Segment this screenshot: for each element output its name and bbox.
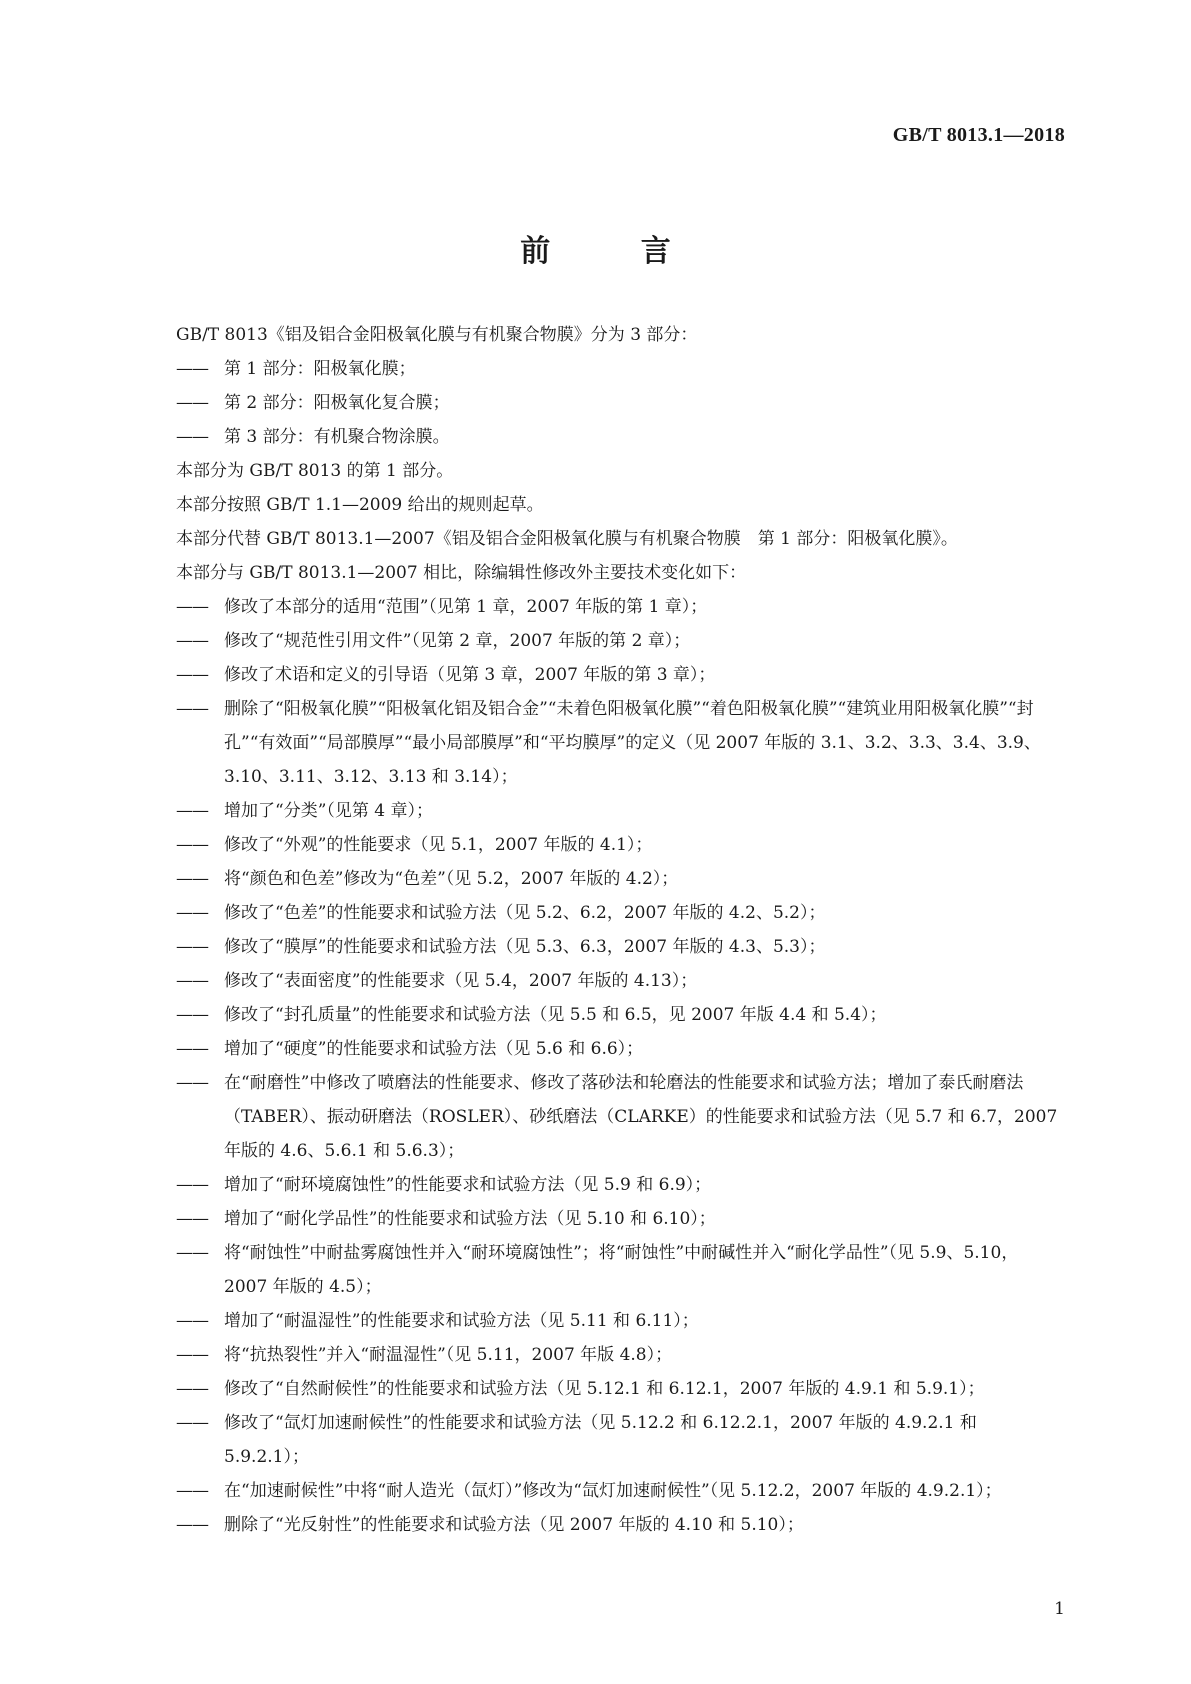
dash-marker: —— xyxy=(176,1311,208,1331)
document-body xyxy=(128,318,1058,1542)
list-item-text: 将“抗热裂性”并入“耐温湿性”（见 5.11，2007 年版 4.8）； xyxy=(224,1345,673,1365)
list-item xyxy=(128,1372,1058,1406)
dash-marker: —— xyxy=(176,937,208,957)
list-item-text: 增加了“硬度”的性能要求和试验方法（见 5.6 和 6.6）； xyxy=(224,1039,644,1059)
list-item xyxy=(128,1338,1058,1372)
list-item xyxy=(128,862,1058,896)
intro-paragraph: GB/T 8013《铝及铝合金阳极氧化膜与有机聚合物膜》分为 3 部分： xyxy=(176,325,698,345)
list-item-text: 修改了“规范性引用文件”（见第 2 章，2007 年版的第 2 章）； xyxy=(224,631,691,651)
dash-marker: —— xyxy=(176,359,208,379)
dash-marker: —— xyxy=(176,1005,208,1025)
list-item xyxy=(128,1406,1058,1474)
list-item-text: 增加了“耐化学品性”的性能要求和试验方法（见 5.10 和 6.10）； xyxy=(224,1209,716,1229)
dash-marker: —— xyxy=(176,801,208,821)
dash-marker: —— xyxy=(176,903,208,923)
list-item-text: 修改了“自然耐候性”的性能要求和试验方法（见 5.12.1 和 6.12.1，2007 年版的 4.9.1 和 5.9.1）； xyxy=(224,1379,985,1399)
list-item-text: 删除了“光反射性”的性能要求和试验方法（见 2007 年版的 4.10 和 5.10）； xyxy=(224,1515,804,1535)
dash-marker: —— xyxy=(176,1243,208,1263)
dash-marker: —— xyxy=(176,971,208,991)
dash-marker: —— xyxy=(176,631,208,651)
list-item-text: 在“加速耐候性”中将“耐人造光（氙灯）”修改为“氙灯加速耐候性”（见 5.12.2，2007 年版的 4.9.2.1）； xyxy=(224,1481,1002,1501)
body-paragraph: 本部分代替 GB/T 8013.1—2007《铝及铝合金阳极氧化膜与有机聚合物膜 第 1 部分：阳极氧化膜》。 xyxy=(176,529,958,549)
dash-marker: —— xyxy=(176,1073,208,1093)
list-item xyxy=(128,794,1058,828)
list-item xyxy=(128,386,1058,420)
list-item xyxy=(128,1202,1058,1236)
list-item-text: 将“耐蚀性”中耐盐雾腐蚀性并入“耐环境腐蚀性”；将“耐蚀性”中耐碱性并入“耐化学品性”（见 5.9、5.10，2007 年版的 4.5）； xyxy=(224,1243,1019,1297)
list-item xyxy=(128,1168,1058,1202)
standard-code: GB/T 8013.1—2018 xyxy=(892,124,1065,146)
list-item xyxy=(128,998,1058,1032)
list-item-text: 修改了“表面密度”的性能要求（见 5.4，2007 年版的 4.13）； xyxy=(224,971,698,991)
list-item-text: 增加了“耐环境腐蚀性”的性能要求和试验方法（见 5.9 和 6.9）； xyxy=(224,1175,712,1195)
dash-marker: —— xyxy=(176,665,208,685)
list-item xyxy=(128,1032,1058,1066)
dash-marker: —— xyxy=(176,597,208,617)
dash-marker: —— xyxy=(176,393,208,413)
list-item-text: 第 1 部分：阳极氧化膜； xyxy=(224,359,416,379)
list-item-text: 将“颜色和色差”修改为“色差”（见 5.2，2007 年版的 4.2）； xyxy=(224,869,679,889)
list-item xyxy=(128,930,1058,964)
list-item xyxy=(128,1474,1058,1508)
list-item xyxy=(128,896,1058,930)
list-item-text: 修改了“色差”的性能要求和试验方法（见 5.2、6.2，2007 年版的 4.2、5.2）； xyxy=(224,903,826,923)
dash-marker: —— xyxy=(176,1481,208,1501)
list-item-text: 修改了“氙灯加速耐候性”的性能要求和试验方法（见 5.12.2 和 6.12.2.1，2007 年版的 4.9.2.1 和 5.9.2.1）； xyxy=(224,1413,977,1467)
list-item-text: 修改了“膜厚”的性能要求和试验方法（见 5.3、6.3，2007 年版的 4.3、5.3）； xyxy=(224,937,826,957)
dash-marker: —— xyxy=(176,835,208,855)
list-item-text: 增加了“耐温湿性”的性能要求和试验方法（见 5.11 和 6.11）； xyxy=(224,1311,699,1331)
list-item xyxy=(128,828,1058,862)
list-item-text: 修改了“封孔质量”的性能要求和试验方法（见 5.5 和 6.5，见 2007 年版 4.4 和 5.4）； xyxy=(224,1005,887,1025)
page-title: 前 言 xyxy=(520,234,711,269)
list-item-text: 修改了本部分的适用“范围”（见第 1 章，2007 年版的第 1 章）； xyxy=(224,597,708,617)
dash-marker: —— xyxy=(176,1413,208,1433)
list-item-text: 修改了术语和定义的引导语（见第 3 章，2007 年版的第 3 章）； xyxy=(224,665,716,685)
list-item-text: 在“耐磨性”中修改了喷磨法的性能要求、修改了落砂法和轮磨法的性能要求和试验方法；增加了泰氏耐磨法（TABER）、振动研磨法（ROSLER）、砂纸磨法（CLARKE）的性能要求和试验方法（见 5.7 和 6.7，2007 年版的 4.6、5.6.1 和 5.6.3）； xyxy=(224,1073,1058,1161)
list-item xyxy=(128,1236,1058,1304)
list-item xyxy=(128,1508,1058,1542)
dash-marker: —— xyxy=(176,699,208,719)
list-item-text: 增加了“分类”（见第 4 章）； xyxy=(224,801,434,821)
dash-marker: —— xyxy=(176,1379,208,1399)
list-item-text: 修改了“外观”的性能要求（见 5.1，2007 年版的 4.1）； xyxy=(224,835,653,855)
list-item xyxy=(128,692,1058,794)
list-item xyxy=(128,352,1058,386)
dash-marker: —— xyxy=(176,1039,208,1059)
list-item-text: 第 2 部分：阳极氧化复合膜； xyxy=(224,393,450,413)
list-item xyxy=(128,624,1058,658)
changes-list xyxy=(128,590,1058,1542)
parts-list xyxy=(128,352,1058,454)
dash-marker: —— xyxy=(176,1515,208,1535)
list-item xyxy=(128,1066,1058,1168)
dash-marker: —— xyxy=(176,427,208,447)
list-item-text: 删除了“阳极氧化膜”“阳极氧化铝及铝合金”“未着色阳极氧化膜”“着色阳极氧化膜”“建筑业用阳极氧化膜”“封孔”“有效面”“局部膜厚”“最小局部膜厚”和“平均膜厚”的定义（见 2007 年版的 3.1、3.2、3.3、3.4、3.9、3.10、3.11、3.12、3.13 和 3.14）； xyxy=(224,699,1041,787)
page-number: 1 xyxy=(1054,1599,1065,1619)
list-item xyxy=(128,1304,1058,1338)
list-item xyxy=(128,590,1058,624)
list-item-text: 第 3 部分：有机聚合物涂膜。 xyxy=(224,427,450,447)
list-item xyxy=(128,420,1058,454)
dash-marker: —— xyxy=(176,1345,208,1365)
dash-marker: —— xyxy=(176,1209,208,1229)
dash-marker: —— xyxy=(176,1175,208,1195)
dash-marker: —— xyxy=(176,869,208,889)
body-paragraph: 本部分按照 GB/T 1.1—2009 给出的规则起草。 xyxy=(176,495,544,515)
list-item xyxy=(128,658,1058,692)
list-item xyxy=(128,964,1058,998)
body-paragraph: 本部分为 GB/T 8013 的第 1 部分。 xyxy=(176,461,454,481)
body-paragraph: 本部分与 GB/T 8013.1—2007 相比，除编辑性修改外主要技术变化如下： xyxy=(176,563,747,583)
